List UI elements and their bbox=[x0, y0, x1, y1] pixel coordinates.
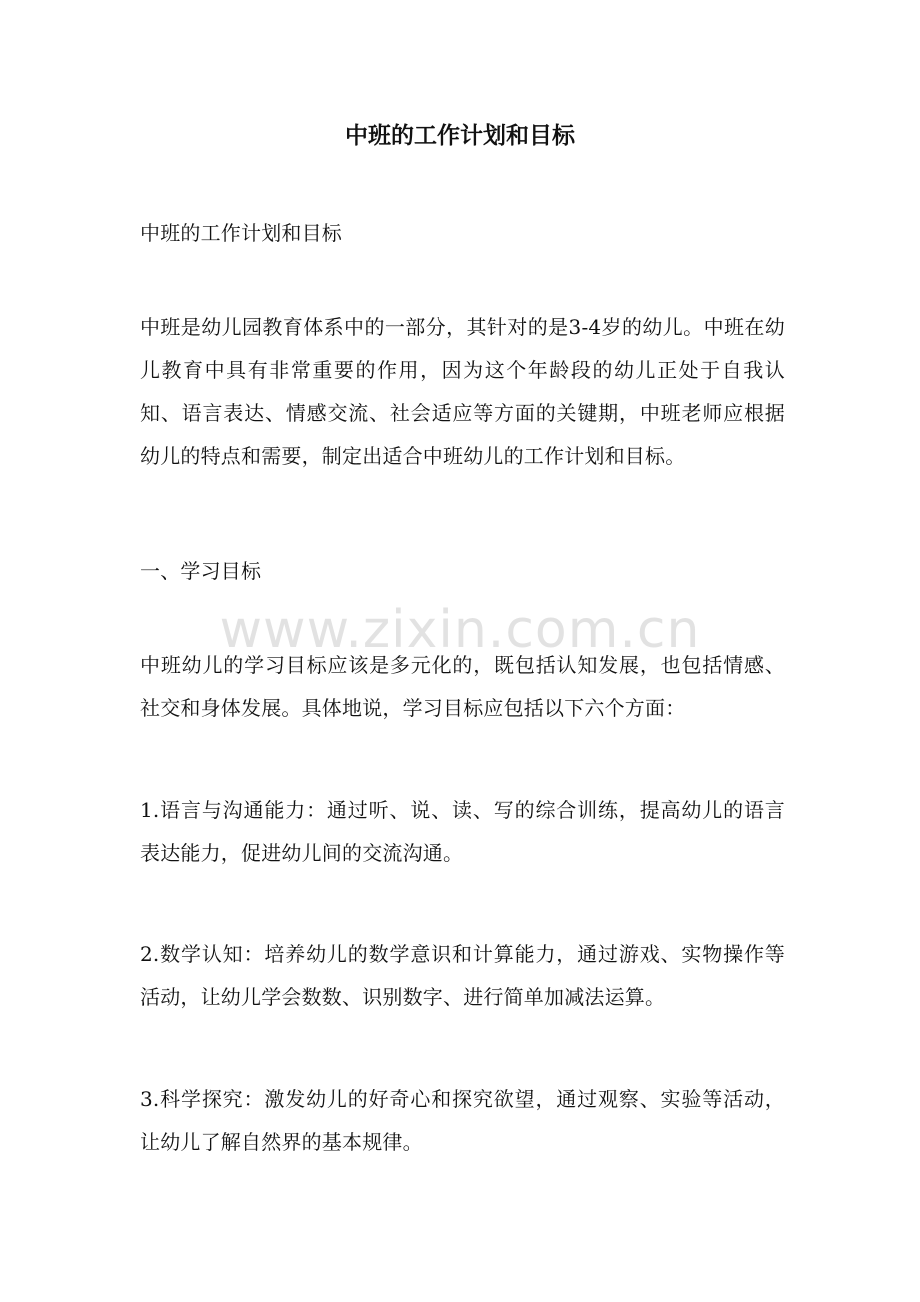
section-intro-paragraph: 中班幼儿的学习目标应该是多元化的，既包括认知发展，也包括情感、社交和身体发展。具体地说，学习目标应包括以下六个方面： bbox=[140, 653, 785, 720]
document-title: 中班的工作计划和目标 bbox=[345, 123, 575, 149]
list-item: 3.科学探究：激发幼儿的好奇心和探究欲望，通过观察、实验等活动，让幼儿了解自然界的基本规律。 bbox=[140, 1087, 785, 1154]
document-subtitle: 中班的工作计划和目标 bbox=[140, 221, 342, 245]
list-item: 2.数学认知：培养幼儿的数学意识和计算能力，通过游戏、实物操作等活动，让幼儿学会数数、识别数字、进行简单加减法运算。 bbox=[140, 942, 785, 1009]
watermark: www.zixin.com.cn bbox=[219, 600, 701, 660]
section-heading: 一、学习目标 bbox=[140, 559, 262, 583]
intro-paragraph: 中班是幼儿园教育体系中的一部分，其针对的是3-4岁的幼儿。中班在幼儿教育中具有非常重要的作用，因为这个年龄段的幼儿正处于自我认知、语言表达、情感交流、社会适应等方面的关键期，中班老师应根据幼儿的特点和需要，制定出适合中班幼儿的工作计划和目标。 bbox=[140, 315, 785, 468]
list-item: 1.语言与沟通能力：通过听、说、读、写的综合训练，提高幼儿的语言表达能力，促进幼儿间的交流沟通。 bbox=[140, 798, 785, 865]
